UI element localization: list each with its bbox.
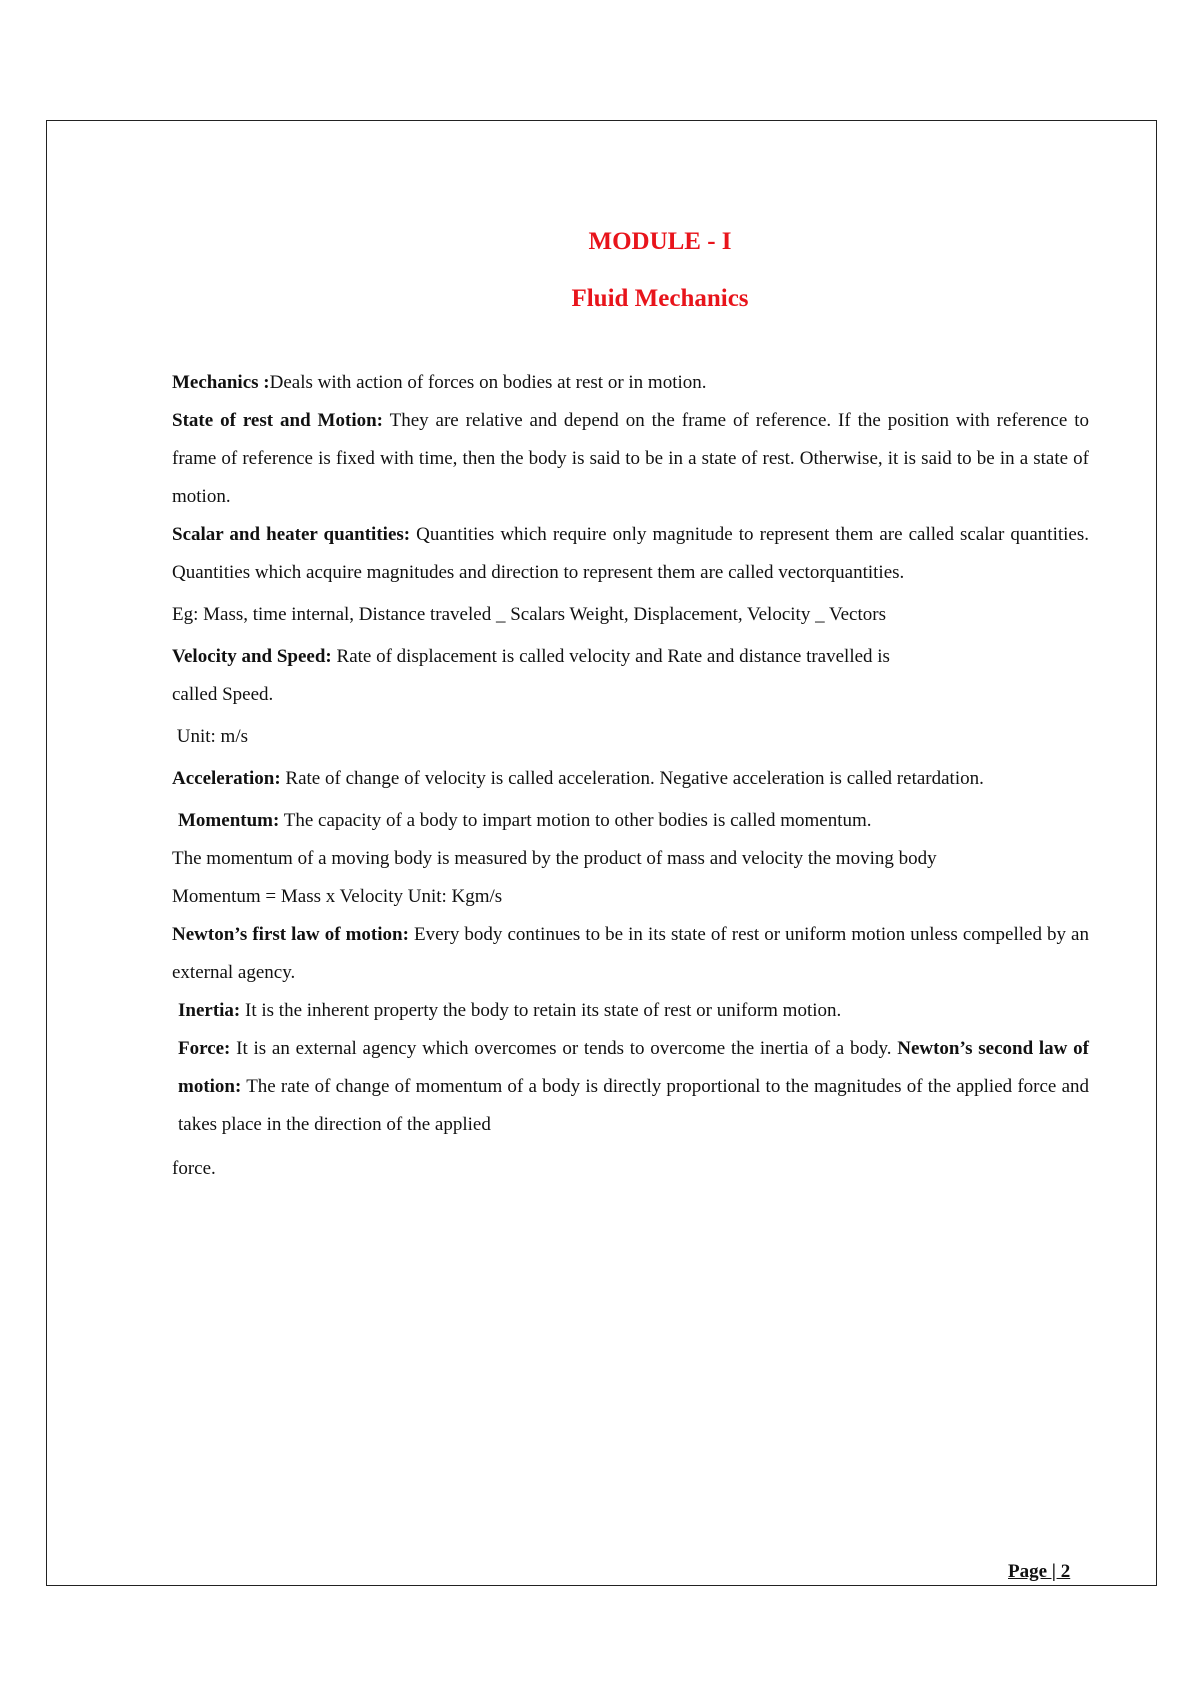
paragraph-text: force.: [172, 1158, 216, 1179]
term-label: Newton’s second law of motion:: [178, 1038, 1089, 1097]
paragraph-text: The capacity of a body to impart motion to other bodies is called momentum.: [279, 810, 872, 831]
paragraph-momentum: [172, 802, 1089, 840]
term-label: State of rest and Motion:: [172, 410, 383, 431]
term-label: Mechanics :: [172, 372, 270, 393]
paragraph-newton-first-law: [172, 916, 1089, 992]
paragraph-unit: [172, 718, 1089, 756]
paragraph-scalar-vector: [172, 516, 1089, 592]
paragraph-text: They are relative and depend on the frame of reference. If the position with reference to frame of reference is fixed with time, then the body is said to be in a state of rest. Otherwise, it is said to be in a state of motion.: [172, 410, 1089, 507]
page-number: Page | 2: [1008, 1561, 1071, 1582]
paragraph-text: Eg: Mass, time internal, Distance traveled _ Scalars Weight, Displacement, Velocity _ Vectors: [172, 604, 886, 625]
paragraph-example: [172, 596, 1089, 634]
subject-title: Fluid Mechanics: [571, 285, 749, 312]
paragraph-speed-cont: [172, 676, 1089, 714]
paragraph-force-end: [172, 1150, 1089, 1188]
paragraph-text: Every body continues to be in its state of rest or uniform motion unless compelled by an external agency.: [172, 924, 1089, 983]
paragraph-text: Quantities which require only magnitude to represent them are called scalar quantities. Quantities which acquire magnitudes and direction to represent them are called vectorquantities.: [172, 524, 1090, 583]
paragraph-text: Momentum = Mass x Velocity Unit: Kgm/s: [172, 886, 503, 907]
term-label: Velocity and Speed:: [172, 646, 332, 667]
paragraph-momentum-formula: [172, 878, 1089, 916]
paragraph-text: Rate of displacement is called velocity and Rate and distance travelled is: [331, 646, 890, 667]
paragraph-inertia: [172, 992, 1089, 1030]
paragraph-text: called Speed.: [172, 684, 274, 705]
paragraph-text: Rate of change of velocity is called acceleration. Negative acceleration is called retardation.: [280, 768, 984, 789]
paragraph-force: [172, 1030, 1089, 1144]
term-label: Newton’s first law of motion:: [172, 924, 409, 945]
paragraph-text: Unit: m/s: [172, 726, 249, 747]
paragraph-acceleration: [172, 760, 1089, 798]
paragraph-text: It is an external agency which overcomes or tends to overcome the inertia of a body.: [230, 1038, 898, 1059]
paragraph-text: It is the inherent property the body to retain its state of rest or uniform motion.: [240, 1000, 842, 1021]
paragraph-state-of-rest: [172, 402, 1089, 516]
paragraph-velocity-speed: [172, 638, 1089, 676]
paragraph-text: Deals with action of forces on bodies at rest or in motion.: [269, 372, 707, 393]
term-label: Inertia:: [178, 1000, 241, 1021]
term-label: Momentum:: [178, 810, 280, 831]
document-body: [172, 364, 1089, 1188]
term-label: Acceleration:: [172, 768, 281, 789]
term-label: Force:: [178, 1038, 231, 1059]
module-title: MODULE - I: [588, 228, 732, 255]
paragraph-text: The rate of change of momentum of a body is directly proportional to the magnitudes of the applied force and takes place in the direction of the applied: [178, 1076, 1089, 1135]
term-label: Scalar and heater quantities:: [172, 524, 411, 545]
paragraph-mechanics: [172, 364, 1089, 402]
paragraph-momentum-measure: [172, 840, 1089, 878]
paragraph-text: The momentum of a moving body is measured by the product of mass and velocity the moving body: [172, 848, 937, 869]
